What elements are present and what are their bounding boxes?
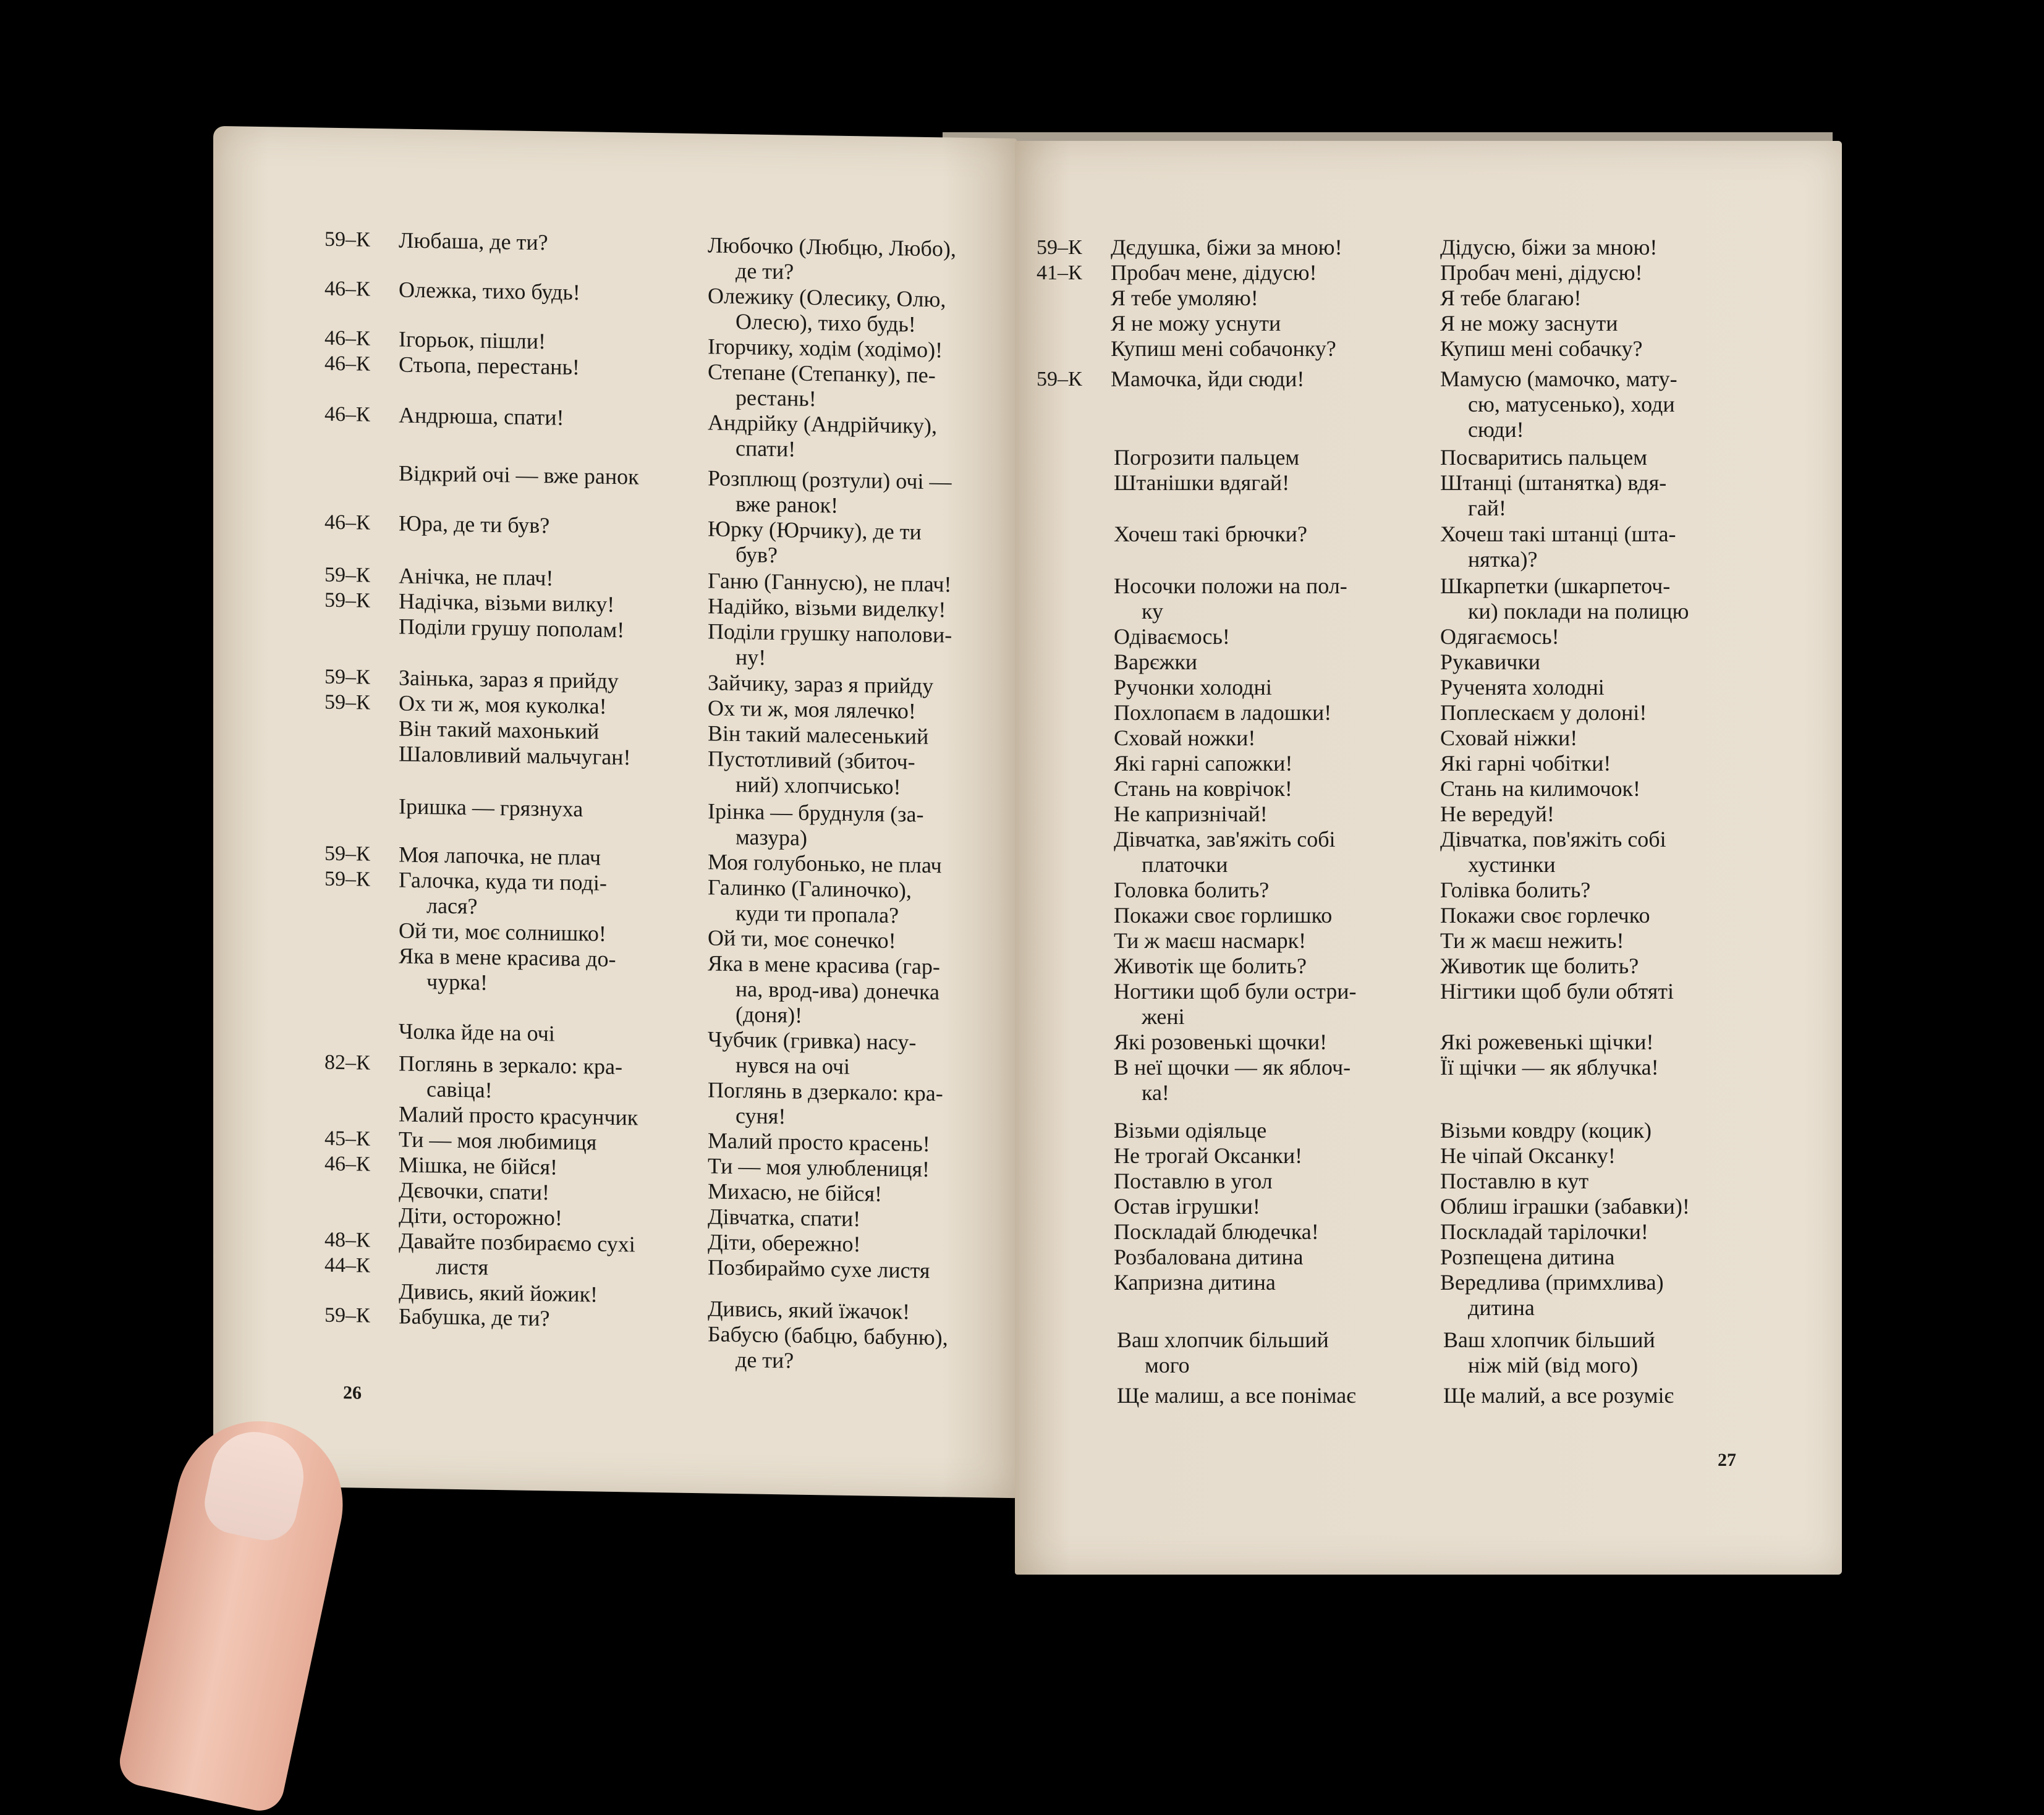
ukrainian-phrase: Рукавички: [1440, 649, 1541, 674]
russicism-phrase: Які розовенькі щочки!: [1114, 1030, 1328, 1054]
ukrainian-phrase: був?: [736, 542, 778, 568]
ukrainian-phrase: Ігорчику, ходім (ходімо)!: [708, 334, 943, 363]
code-label: 46–К: [324, 326, 370, 350]
russicism-phrase: Надічка, візьми вилку!: [399, 588, 615, 617]
ukrainian-phrase: Любочко (Любцю, Любо),: [708, 232, 956, 261]
ukrainian-phrase: Дівчатка, пов'яжіть собі: [1440, 827, 1666, 852]
russicism-phrase: Заінька, зараз я прийду: [399, 665, 619, 694]
ukrainian-phrase: Надійко, візьми виделку!: [708, 593, 946, 622]
left-page: [213, 126, 1017, 1498]
ukrainian-phrase: Діти, обережно!: [708, 1229, 861, 1257]
russicism-phrase: Іришка — грязнуха: [399, 793, 583, 822]
ukrainian-phrase: Дивись, який їжачок!: [708, 1296, 910, 1324]
russicism-phrase: Животік ще болить?: [1114, 954, 1307, 978]
russicism-phrase: Відкрий очі — вже ранок: [399, 460, 639, 489]
ukrainian-phrase: гай!: [1468, 496, 1506, 520]
russicism-phrase: Бабушка, де ти?: [399, 1303, 550, 1331]
code-label: 59–К: [1037, 368, 1082, 391]
russicism-phrase: Яка в мене красива до-: [399, 943, 616, 972]
russicism-phrase: Ігорьок, пішли!: [399, 326, 546, 354]
russicism-phrase: Штанішки вдягай!: [1114, 470, 1290, 495]
russicism-phrase: Візьми одіяльце: [1114, 1118, 1267, 1143]
ukrainian-phrase: Ти ж маєш нежить!: [1440, 928, 1624, 953]
russicism-phrase: Чолка йде на очі: [399, 1018, 555, 1046]
ukrainian-phrase: мазура): [736, 824, 807, 850]
russicism-phrase: Похлопаєм в ладошки!: [1114, 700, 1332, 725]
ukrainian-phrase: Облиш іграшки (забавки)!: [1440, 1194, 1690, 1219]
ukrainian-phrase: Візьми ковдру (коцик): [1440, 1118, 1652, 1143]
code-label: 59–К: [324, 227, 370, 252]
russicism-phrase: чурка!: [426, 969, 488, 995]
code-label: 45–К: [324, 1127, 370, 1151]
russicism-phrase: Юра, де ти був?: [399, 510, 550, 538]
ukrainian-phrase: Ще малий, а все розуміє: [1443, 1383, 1674, 1408]
russicism-phrase: листя: [436, 1254, 489, 1280]
russicism-phrase: Любаша, де ти?: [399, 227, 548, 255]
code-label: 44–К: [324, 1253, 370, 1277]
ukrainian-phrase: Ти — моя улюблениця!: [708, 1153, 930, 1182]
ukrainian-phrase: Животик ще болить?: [1440, 954, 1639, 978]
ukrainian-phrase: Дівчатка, спати!: [708, 1204, 861, 1232]
russicism-phrase: Остав ігрушки!: [1114, 1194, 1260, 1219]
russicism-phrase: Стань на коврічок!: [1114, 776, 1292, 801]
russicism-phrase: Ручонки холодні: [1114, 675, 1272, 700]
russicism-phrase: Головка болить?: [1114, 878, 1270, 902]
ukrainian-phrase: Ірінка — бруднуля (за-: [708, 798, 924, 827]
code-label: 59–К: [324, 690, 370, 714]
russicism-phrase: Ох ти ж, моя куколка!: [399, 690, 607, 719]
ukrainian-phrase: Вередлива (примхлива): [1440, 1270, 1664, 1295]
ukrainian-phrase: Розпещена дитина: [1440, 1245, 1615, 1269]
russicism-phrase: Поглянь в зеркало: кра-: [399, 1051, 623, 1080]
russicism-phrase: Не трогай Оксанки!: [1114, 1143, 1303, 1168]
ukrainian-phrase: нувся на очі: [736, 1052, 850, 1079]
code-label: 46–К: [324, 510, 370, 535]
ukrainian-phrase: Степане (Степанку), пе-: [708, 359, 936, 388]
ukrainian-phrase: Які рожевенькі щічки!: [1440, 1030, 1654, 1054]
russicism-phrase: Які гарні сапожки!: [1114, 751, 1293, 776]
russicism-phrase: Андрюша, спати!: [399, 402, 564, 430]
code-label: 41–К: [1037, 261, 1082, 284]
ukrainian-phrase: Поглянь в дзеркало: кра-: [708, 1077, 943, 1106]
russicism-phrase: Стьопа, перестань!: [399, 352, 580, 380]
ukrainian-phrase: Мамусю (мамочко, мату-: [1440, 366, 1677, 391]
ukrainian-phrase: куди ти пропала?: [736, 900, 899, 928]
ukrainian-phrase: Юрку (Юрчику), де ти: [708, 516, 922, 544]
ukrainian-phrase: Хочеш такі штанці (шта-: [1440, 522, 1676, 546]
ukrainian-phrase: Дідусю, біжи за мною!: [1440, 235, 1658, 260]
ukrainian-phrase: ну!: [736, 645, 766, 670]
ukrainian-phrase: Ох ти ж, моя лялечко!: [708, 695, 916, 724]
ukrainian-phrase: Рученята холодні: [1440, 675, 1605, 700]
ukrainian-phrase: Зайчику, зараз я прийду: [708, 670, 934, 699]
ukrainian-phrase: Олежику (Олесику, Олю,: [708, 283, 946, 312]
ukrainian-phrase: Моя голубонько, не плач: [708, 849, 942, 878]
ukrainian-phrase: Купиш мені собачку?: [1440, 336, 1643, 361]
russicism-phrase: Олежка, тихо будь!: [399, 277, 580, 305]
ukrainian-phrase: Позбираймо сухе листя: [708, 1254, 930, 1284]
ukrainian-phrase: Розплющ (розтули) очі —: [708, 465, 952, 494]
russicism-phrase: Галочка, куда ти поді-: [399, 867, 607, 895]
code-label: 59–К: [1037, 236, 1082, 259]
code-label: 48–К: [324, 1228, 370, 1252]
russicism-phrase: Ти — моя любимиця: [399, 1127, 597, 1155]
russicism-phrase: Мішка, не бійся!: [399, 1152, 558, 1180]
ukrainian-phrase: Поділи грушку наполови-: [708, 619, 952, 648]
russicism-phrase: жені: [1142, 1004, 1185, 1029]
russicism-phrase: лася?: [426, 893, 478, 919]
page-number: 26: [343, 1382, 362, 1403]
russicism-phrase: Носочки положи на пол-: [1114, 573, 1347, 598]
russicism-phrase: Сховай ножки!: [1114, 726, 1256, 750]
russicism-phrase: ка!: [1142, 1080, 1169, 1105]
russicism-phrase: Анічка, не плач!: [399, 563, 554, 591]
russicism-phrase: Він такий махонький: [399, 716, 600, 744]
russicism-phrase: Варєжки: [1114, 649, 1198, 674]
code-label: 59–К: [324, 665, 370, 689]
ukrainian-phrase: Андрійку (Андрійчику),: [708, 410, 938, 439]
ukrainian-phrase: Поскладай тарілочки!: [1440, 1219, 1648, 1244]
ukrainian-phrase: Пробач мені, дідусю!: [1440, 260, 1643, 285]
russicism-phrase: Мамочка, йди сюди!: [1111, 366, 1305, 391]
ukrainian-phrase: на, врод-ива) донечка: [736, 976, 939, 1005]
russicism-phrase: Хочеш такі брючки?: [1114, 522, 1307, 546]
ukrainian-phrase: нятка)?: [1468, 547, 1538, 572]
russicism-phrase: Дівчатка, зав'яжіть собі: [1114, 827, 1336, 852]
ukrainian-phrase: Одягаємось!: [1440, 624, 1559, 649]
russicism-phrase: Покажи своє горлишко: [1114, 903, 1333, 928]
ukrainian-phrase: Не чіпай Оксанку!: [1440, 1143, 1616, 1168]
ukrainian-phrase: Олесю), тихо будь!: [736, 309, 916, 337]
russicism-phrase: Не капризнічай!: [1114, 802, 1268, 826]
ukrainian-phrase: дитина: [1468, 1295, 1535, 1320]
ukrainian-phrase: Сховай ніжки!: [1440, 726, 1578, 750]
russicism-phrase: Поділи грушу пополам!: [399, 614, 625, 643]
ukrainian-phrase: Я не можу заснути: [1440, 311, 1618, 336]
ukrainian-phrase: Чубчик (гривка) насу-: [708, 1026, 917, 1055]
ukrainian-phrase: Він такий малесенький: [708, 721, 929, 749]
russicism-phrase: Я не можу уснути: [1111, 311, 1281, 336]
ukrainian-phrase: Стань на килимочок!: [1440, 776, 1641, 801]
russicism-phrase: Капризна дитина: [1114, 1270, 1276, 1295]
ukrainian-phrase: сюди!: [1468, 417, 1524, 442]
ukrainian-phrase: Посваритись пальцем: [1440, 445, 1648, 470]
code-label: 46–К: [324, 352, 370, 376]
russicism-phrase: Ногтики щоб були остри-: [1114, 979, 1357, 1004]
ukrainian-phrase: ки) поклади на полицю: [1468, 599, 1689, 624]
ukrainian-phrase: де ти?: [736, 258, 794, 284]
russicism-phrase: Купиш мені собачонку?: [1111, 336, 1336, 361]
russicism-phrase: Ваш хлопчик більший: [1117, 1327, 1329, 1352]
code-label: 59–К: [324, 563, 370, 587]
ukrainian-phrase: хустинки: [1468, 852, 1556, 877]
russicism-phrase: Я тебе умоляю!: [1111, 286, 1258, 310]
ukrainian-phrase: спати!: [736, 436, 796, 462]
code-label: 46–К: [324, 277, 370, 301]
ukrainian-phrase: Ганю (Ганнусю), не плач!: [708, 568, 952, 597]
ukrainian-phrase: Ой ти, моє сонечко!: [708, 925, 896, 954]
ukrainian-phrase: Покажи своє горлечко: [1440, 903, 1650, 928]
russicism-phrase: Давайте позбираємо сухі: [399, 1228, 635, 1257]
russicism-phrase: Ще малиш, а все понімає: [1117, 1383, 1356, 1408]
russicism-phrase: Дєдушка, біжи за мною!: [1111, 235, 1342, 260]
ukrainian-phrase: Бабусю (бабцю, бабуню),: [708, 1321, 948, 1350]
russicism-phrase: Малий просто красунчик: [399, 1101, 638, 1130]
ukrainian-phrase: суня!: [736, 1103, 786, 1129]
code-label: 46–К: [324, 1152, 370, 1176]
russicism-phrase: Моя лапочка, не плач: [399, 842, 601, 870]
russicism-phrase: Розбалована дитина: [1114, 1245, 1304, 1269]
code-label: 59–К: [324, 867, 370, 891]
ukrainian-phrase: Поплескаєм у долоні!: [1440, 700, 1647, 725]
ukrainian-phrase: Не вередуй!: [1440, 802, 1554, 826]
ukrainian-phrase: Нігтики щоб були обтяті: [1440, 979, 1674, 1004]
ukrainian-phrase: (доня)!: [736, 1002, 803, 1028]
ukrainian-phrase: Шкарпетки (шкарпеточ-: [1440, 573, 1671, 598]
ukrainian-phrase: Михасю, не бійся!: [708, 1178, 883, 1206]
russicism-phrase: Поскладай блюдечка!: [1114, 1219, 1319, 1244]
russicism-phrase: Одіваємось!: [1114, 624, 1230, 649]
russicism-phrase: Діти, осторожно!: [399, 1203, 562, 1230]
ukrainian-phrase: вже ранок!: [736, 491, 839, 518]
russicism-phrase: Погрозити пальцем: [1114, 445, 1300, 470]
russicism-phrase: Дивись, який йожик!: [399, 1279, 598, 1307]
code-label: 46–К: [324, 402, 370, 426]
ukrainian-phrase: ний) хлопчисько!: [736, 772, 901, 800]
ukrainian-phrase: Поставлю в кут: [1440, 1169, 1589, 1193]
page-number: 27: [1718, 1450, 1736, 1470]
code-label: 59–К: [324, 588, 370, 612]
russicism-phrase: Пробач мене, дідусю!: [1111, 260, 1317, 285]
russicism-phrase: В неї щочки — як яблоч-: [1114, 1055, 1351, 1080]
russicism-phrase: Шаловливий мальчуган!: [399, 741, 631, 770]
russicism-phrase: Ой ти, моє солнишко!: [399, 918, 606, 946]
ukrainian-phrase: Галинко (Галиночко),: [708, 874, 912, 903]
ukrainian-phrase: Малий просто красень!: [708, 1128, 930, 1157]
ukrainian-phrase: сю, матусенько), ходи: [1468, 392, 1675, 417]
ukrainian-phrase: Голівка болить?: [1440, 878, 1591, 902]
ukrainian-phrase: Пустотливий (збиточ-: [708, 746, 915, 774]
ukrainian-phrase: Штанці (штанятка) вдя-: [1440, 470, 1667, 495]
ukrainian-phrase: Яка в мене красива (гар-: [708, 950, 940, 979]
ukrainian-phrase: Її щічки — як яблучка!: [1440, 1055, 1659, 1080]
russicism-phrase: мого: [1145, 1353, 1190, 1377]
ukrainian-phrase: ніж мій (від мого): [1468, 1353, 1639, 1377]
ukrainian-phrase: Які гарні чобітки!: [1440, 751, 1611, 776]
russicism-phrase: савіца!: [426, 1077, 493, 1102]
russicism-phrase: платочки: [1142, 852, 1228, 877]
code-label: 59–К: [324, 842, 370, 866]
code-label: 59–К: [324, 1303, 370, 1327]
russicism-phrase: Поставлю в угол: [1114, 1169, 1273, 1193]
russicism-phrase: Дєвочки, спати!: [399, 1177, 549, 1205]
ukrainian-phrase: Ваш хлопчик більший: [1443, 1327, 1655, 1352]
russicism-phrase: ку: [1142, 599, 1163, 624]
ukrainian-phrase: Я тебе благаю!: [1440, 286, 1582, 310]
ukrainian-phrase: рестань!: [736, 385, 816, 412]
russicism-phrase: Ти ж маєш насмарк!: [1114, 928, 1307, 953]
code-label: 82–К: [324, 1051, 370, 1075]
ukrainian-phrase: де ти?: [736, 1347, 794, 1373]
right-page: [1015, 141, 1842, 1575]
